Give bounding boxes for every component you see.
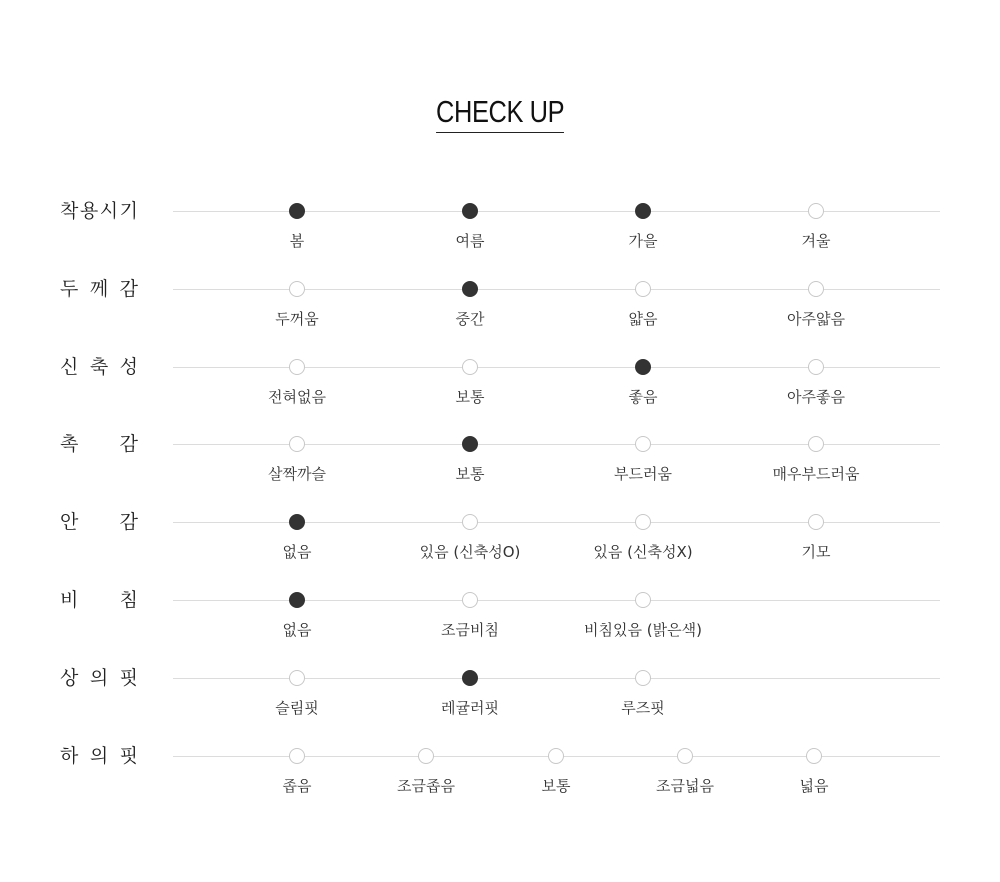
option-label: 루즈핏 bbox=[621, 699, 665, 717]
option-label: 없음 bbox=[282, 543, 312, 561]
option-label: 조금넓음 bbox=[656, 777, 714, 795]
row-label bbox=[60, 277, 138, 301]
row-label bbox=[60, 199, 138, 223]
unselected-dot-icon bbox=[677, 748, 693, 764]
option-label: 슬림핏 bbox=[275, 699, 319, 717]
row-label-char: 감 bbox=[119, 278, 138, 300]
unselected-dot-icon bbox=[806, 748, 822, 764]
selected-dot-icon bbox=[462, 203, 478, 219]
option-label: 비침있음 (밝은색) bbox=[584, 621, 702, 639]
row-label-char: 성 bbox=[119, 356, 138, 378]
unselected-dot-icon bbox=[289, 748, 305, 764]
option-label: 좁음 bbox=[282, 777, 312, 795]
checkup-row bbox=[0, 278, 1000, 359]
row-label-char: 께 bbox=[89, 278, 109, 300]
option-label: 아주좋음 bbox=[787, 388, 845, 406]
option-label: 있음 (신축성O) bbox=[419, 543, 521, 561]
row-label-char: 핏 bbox=[119, 745, 138, 767]
selected-dot-icon bbox=[289, 203, 305, 219]
unselected-dot-icon bbox=[418, 748, 434, 764]
option-label: 보통 bbox=[541, 777, 571, 795]
unselected-dot-icon bbox=[635, 592, 651, 608]
option-label: 있음 (신축성X) bbox=[593, 543, 693, 561]
row-label-char: 비 bbox=[60, 589, 79, 611]
checkup-row bbox=[0, 200, 1000, 281]
row-label-char: 기 bbox=[119, 200, 138, 222]
row-label-char: 안 bbox=[60, 511, 79, 533]
selected-dot-icon bbox=[462, 670, 478, 686]
row-label-char: 두 bbox=[60, 278, 79, 300]
unselected-dot-icon bbox=[462, 514, 478, 530]
row-label-char: 의 bbox=[89, 667, 109, 689]
unselected-dot-icon bbox=[808, 281, 824, 297]
row-label-char: 감 bbox=[119, 511, 138, 533]
unselected-dot-icon bbox=[289, 281, 305, 297]
unselected-dot-icon bbox=[289, 436, 305, 452]
option-label: 보통 bbox=[455, 465, 485, 483]
option-label: 봄 bbox=[289, 232, 305, 250]
row-label-char: 하 bbox=[60, 745, 79, 767]
unselected-dot-icon bbox=[808, 203, 824, 219]
row-label-char: 축 bbox=[89, 356, 109, 378]
row-label bbox=[60, 432, 138, 456]
option-label: 살짝까슬 bbox=[268, 465, 326, 483]
option-label: 넓음 bbox=[799, 777, 829, 795]
unselected-dot-icon bbox=[289, 670, 305, 686]
unselected-dot-icon bbox=[635, 281, 651, 297]
row-label-char: 상 bbox=[60, 667, 79, 689]
option-label: 보통 bbox=[455, 388, 485, 406]
row-label bbox=[60, 510, 138, 534]
checkup-row bbox=[0, 589, 1000, 670]
option-label: 겨울 bbox=[801, 232, 831, 250]
unselected-dot-icon bbox=[635, 436, 651, 452]
unselected-dot-icon bbox=[289, 359, 305, 375]
checkup-title-text: CHECK UP bbox=[436, 94, 564, 133]
unselected-dot-icon bbox=[635, 670, 651, 686]
option-label: 중간 bbox=[455, 310, 485, 328]
row-label-char: 감 bbox=[119, 433, 138, 455]
unselected-dot-icon bbox=[808, 359, 824, 375]
row-label bbox=[60, 355, 138, 379]
row-label-char: 의 bbox=[89, 745, 109, 767]
checkup-row bbox=[0, 511, 1000, 592]
row-label-char: 용 bbox=[79, 200, 99, 222]
selected-dot-icon bbox=[635, 203, 651, 219]
row-label bbox=[60, 588, 138, 612]
selected-dot-icon bbox=[462, 436, 478, 452]
checkup-row bbox=[0, 667, 1000, 748]
option-label: 가을 bbox=[628, 232, 658, 250]
option-label: 전혀없음 bbox=[268, 388, 326, 406]
option-label: 없음 bbox=[282, 621, 312, 639]
unselected-dot-icon bbox=[808, 436, 824, 452]
row-label-char: 촉 bbox=[60, 433, 79, 455]
option-label: 좋음 bbox=[628, 388, 658, 406]
option-label: 여름 bbox=[455, 232, 485, 250]
option-label: 부드러움 bbox=[614, 465, 672, 483]
unselected-dot-icon bbox=[548, 748, 564, 764]
row-label-char: 침 bbox=[119, 589, 138, 611]
selected-dot-icon bbox=[289, 514, 305, 530]
row-label-char: 시 bbox=[99, 200, 119, 222]
option-label: 기모 bbox=[801, 543, 831, 561]
option-label: 두꺼움 bbox=[275, 310, 319, 328]
selected-dot-icon bbox=[462, 281, 478, 297]
unselected-dot-icon bbox=[635, 514, 651, 530]
option-label: 조금비침 bbox=[441, 621, 499, 639]
unselected-dot-icon bbox=[462, 592, 478, 608]
option-label: 매우부드러움 bbox=[772, 465, 860, 483]
row-label-char: 핏 bbox=[119, 667, 138, 689]
unselected-dot-icon bbox=[808, 514, 824, 530]
selected-dot-icon bbox=[635, 359, 651, 375]
row-label bbox=[60, 666, 138, 690]
option-label: 레귤러핏 bbox=[441, 699, 499, 717]
option-label: 얇음 bbox=[628, 310, 658, 328]
checkup-row bbox=[0, 745, 1000, 826]
option-label: 아주얇음 bbox=[787, 310, 845, 328]
option-label: 조금좁음 bbox=[397, 777, 455, 795]
checkup-row bbox=[0, 356, 1000, 437]
selected-dot-icon bbox=[289, 592, 305, 608]
checkup-row bbox=[0, 433, 1000, 514]
row-label bbox=[60, 744, 138, 768]
row-label-char: 신 bbox=[60, 356, 79, 378]
unselected-dot-icon bbox=[462, 359, 478, 375]
row-label-char: 착 bbox=[60, 200, 79, 222]
checkup-title bbox=[0, 94, 1000, 133]
